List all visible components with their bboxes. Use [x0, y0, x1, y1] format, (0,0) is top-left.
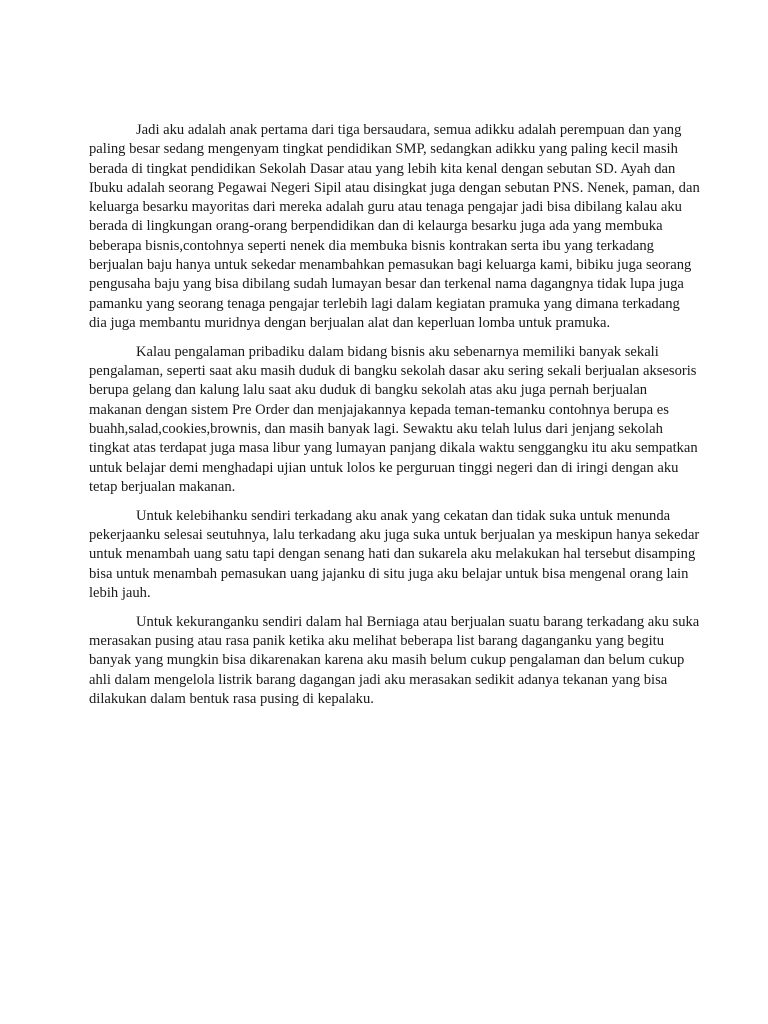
paragraph-strengths: Untuk kelebihanku sendiri terkadang aku anak yang cekatan dan tidak suka untuk menunda pekerjaanku selesai seutuhnya, lalu terkadang aku juga suka untuk berjualan ya meskipun hanya sekedar untuk menambah uang satu tapi dengan senang hati dan sukarela aku melakukan hal tersebut disamping bisa untuk menambah pemasukan uang jajanku di situ juga aku belajar untuk bisa mengenal orang lain lebih jauh.: [89, 507, 700, 601]
document-body: [89, 121, 700, 719]
paragraph-weaknesses: Untuk kekuranganku sendiri dalam hal Berniaga atau berjualan suatu barang terkadang aku suka merasakan pusing atau rasa panik ketika aku melihat beberapa list barang daganganku yang begitu banyak yang mungkin bisa dikarenakan karena aku masih belum cukup pengalaman dan belum cukup ahli dalam mengelola listrik barang dagangan jadi aku merasakan sedikit adanya tekanan yang bisa dilakukan dalam bentuk rasa pusing di kepalaku.: [89, 613, 700, 707]
paragraph-business-experience: Kalau pengalaman pribadiku dalam bidang bisnis aku sebenarnya memiliki banyak sekali pengalaman, seperti saat aku masih duduk di bangku sekolah dasar aku sering sekali berjualan aksesoris berupa gelang dan kalung lalu saat aku duduk di bangku sekolah atas aku juga pernah berjualan makanan dengan sistem Pre Order dan menjajakannya kepada teman-temanku contohnya berupa es buahh,salad,cookies,brownis, dan masih banyak lagi. Sewaktu aku telah lulus dari jenjang sekolah tingkat atas terdapat juga masa libur yang lumayan panjang dikala waktu senggangku itu aku sempatkan untuk belajar demi menghadapi ujian untuk lolos ke perguruan tinggi negeri dan di iringi dengan aku tetap berjualan makanan.: [89, 343, 698, 495]
paragraph-family: Jadi aku adalah anak pertama dari tiga bersaudara, semua adikku adalah perempuan dan yang paling besar sedang mengenyam tingkat pendidikan SMP, sedangkan adikku yang paling kecil masih berada di tingkat pendidikan Sekolah Dasar atau yang lebih kita kenal dengan sebutan SD. Ayah dan Ibuku adalah seorang Pegawai Negeri Sipil atau disingkat juga dengan sebutan PNS. Nenek, paman, dan keluarga besarku mayoritas dari mereka adalah guru atau tenaga pengajar jadi bisa dibilang kalau aku berada di lingkungan orang-orang berpendidikan dan di kelaurga besarku juga ada yang membuka beberapa bisnis,contohnya seperti nenek dia membuka bisnis kontrakan serta ibu yang terkadang berjualan baju hanya untuk sekedar menambahkan pemasukan bagi keluarga kami, bibiku juga seorang pengusaha baju yang bisa dibilang sudah lumayan besar dan terkenal nama dagangnya tidak lupa juga pamanku yang seorang tenaga pengajar terlebih lagi dalam kegiatan pramuka yang dimana terkadang dia juga membantu muridnya dengan berjualan alat dan keperluan lomba untuk pramuka.: [89, 122, 700, 331]
